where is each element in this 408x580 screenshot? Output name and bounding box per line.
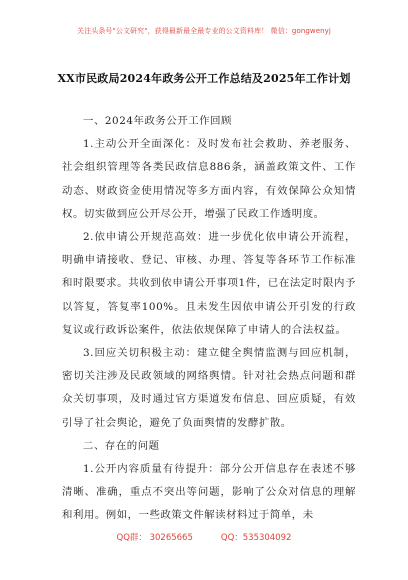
document-body [62, 110, 356, 528]
paragraph-request-disclosure: 2.依申请公开规范高效：进一步优化依申请公开流程，明确申请接收、登记、审核、办理、答复等各环节工作标准和时限要求。共收到依申请公开事项1件，已在法定时限内予以答复，答复率100%。且未发生因依申请公开引发的行政复议或行政诉讼案件，依法依规保障了申请人的合法权益。 [62, 231, 356, 336]
section-heading-review: 一、2024年政务公开工作回顾 [83, 115, 232, 127]
qq-group-number: QQ群： 30265665 [116, 533, 193, 543]
contact-footer [0, 531, 408, 543]
section-heading-problems: 二、存在的问题 [83, 439, 160, 452]
qq-contact-number: QQ：535304092 [220, 533, 292, 543]
document-title: XX市民政局2024年政务公开工作总结及2025年工作计划 [57, 72, 351, 85]
paragraph-content-quality: 1.公开内容质量有待提升：部分公开信息存在表述不够清晰、准确，重点不突出等问题，影响了公众对信息的理解和利用。例如，一些政策文件解读材料过于简单，未 [62, 463, 356, 522]
promo-banner: 关注头条号"公文研究"，获得最新最全最专业的公文资料库！ 微信：gongwenyj [77, 27, 331, 35]
paragraph-response: 3.回应关切积极主动：建立健全舆情监测与回应机制，密切关注涉及民政领域的网络舆情。针对社会热点问题和群众关切事项，及时通过官方渠道发布信息、回应质疑，有效引导了社会舆论，避免了负面舆情的发酵扩散。 [62, 347, 356, 429]
paragraph-proactive-disclosure: 1.主动公开全面深化：及时发布社会救助、养老服务、社会组织管理等各类民政信息886条，涵盖政策文件、工作动态、财政资金使用情况等多方面内容，有效保障公众知情权。切实做到应公开尽公开，增强了民政工作透明度。 [62, 138, 356, 220]
